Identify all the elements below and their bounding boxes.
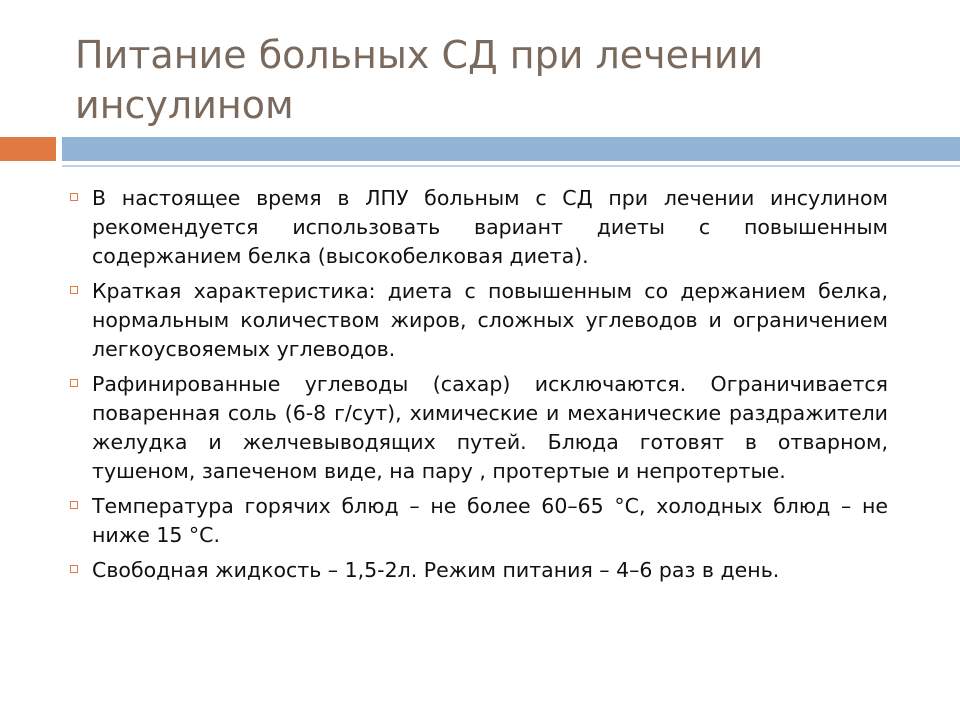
list-item xyxy=(68,556,888,585)
list-item-text: Свободная жидкость – 1,5-2л. Режим питания – 4–6 раз в день. xyxy=(92,558,780,582)
square-bullet-icon xyxy=(70,501,78,509)
title-accent-bar xyxy=(0,137,56,161)
title-band-bar xyxy=(62,137,960,161)
square-bullet-icon xyxy=(70,565,78,573)
list-item xyxy=(68,370,888,486)
list-item-text: Температура горячих блюд – не более 60–65 °С, холодных блюд – не ниже 15 °С. xyxy=(92,494,888,547)
square-bullet-icon xyxy=(70,193,78,201)
slide-title: Питание больных СД при лечении инсулином xyxy=(75,33,764,127)
square-bullet-icon xyxy=(70,379,78,387)
list-item-text: Рафинированные углеводы (сахар) исключаются. Ограничивается поваренная соль (6-8 г/сут), химические и механические раздражители желудка и желчевыводящих путей. Блюда готовят в отварном, тушеном, запеченом виде, на пару , протертые и непротертые. xyxy=(92,372,888,483)
list-item xyxy=(68,277,888,364)
list-item xyxy=(68,492,888,550)
list-item-text: В настоящее время в ЛПУ больным с СД при лечении инсулином рекомендуется использовать вариант диеты с повышенным содержанием белка (высокобелковая диета). xyxy=(92,186,888,268)
bullet-list xyxy=(68,184,888,591)
list-item xyxy=(68,184,888,271)
square-bullet-icon xyxy=(70,286,78,294)
title-divider-line xyxy=(62,165,960,167)
list-item-text: Краткая характеристика: диета с повышенным со держанием белка, нормальным количеством жиров, сложных углеводов и ограничением легкоусвояемых углеводов. xyxy=(92,279,888,361)
